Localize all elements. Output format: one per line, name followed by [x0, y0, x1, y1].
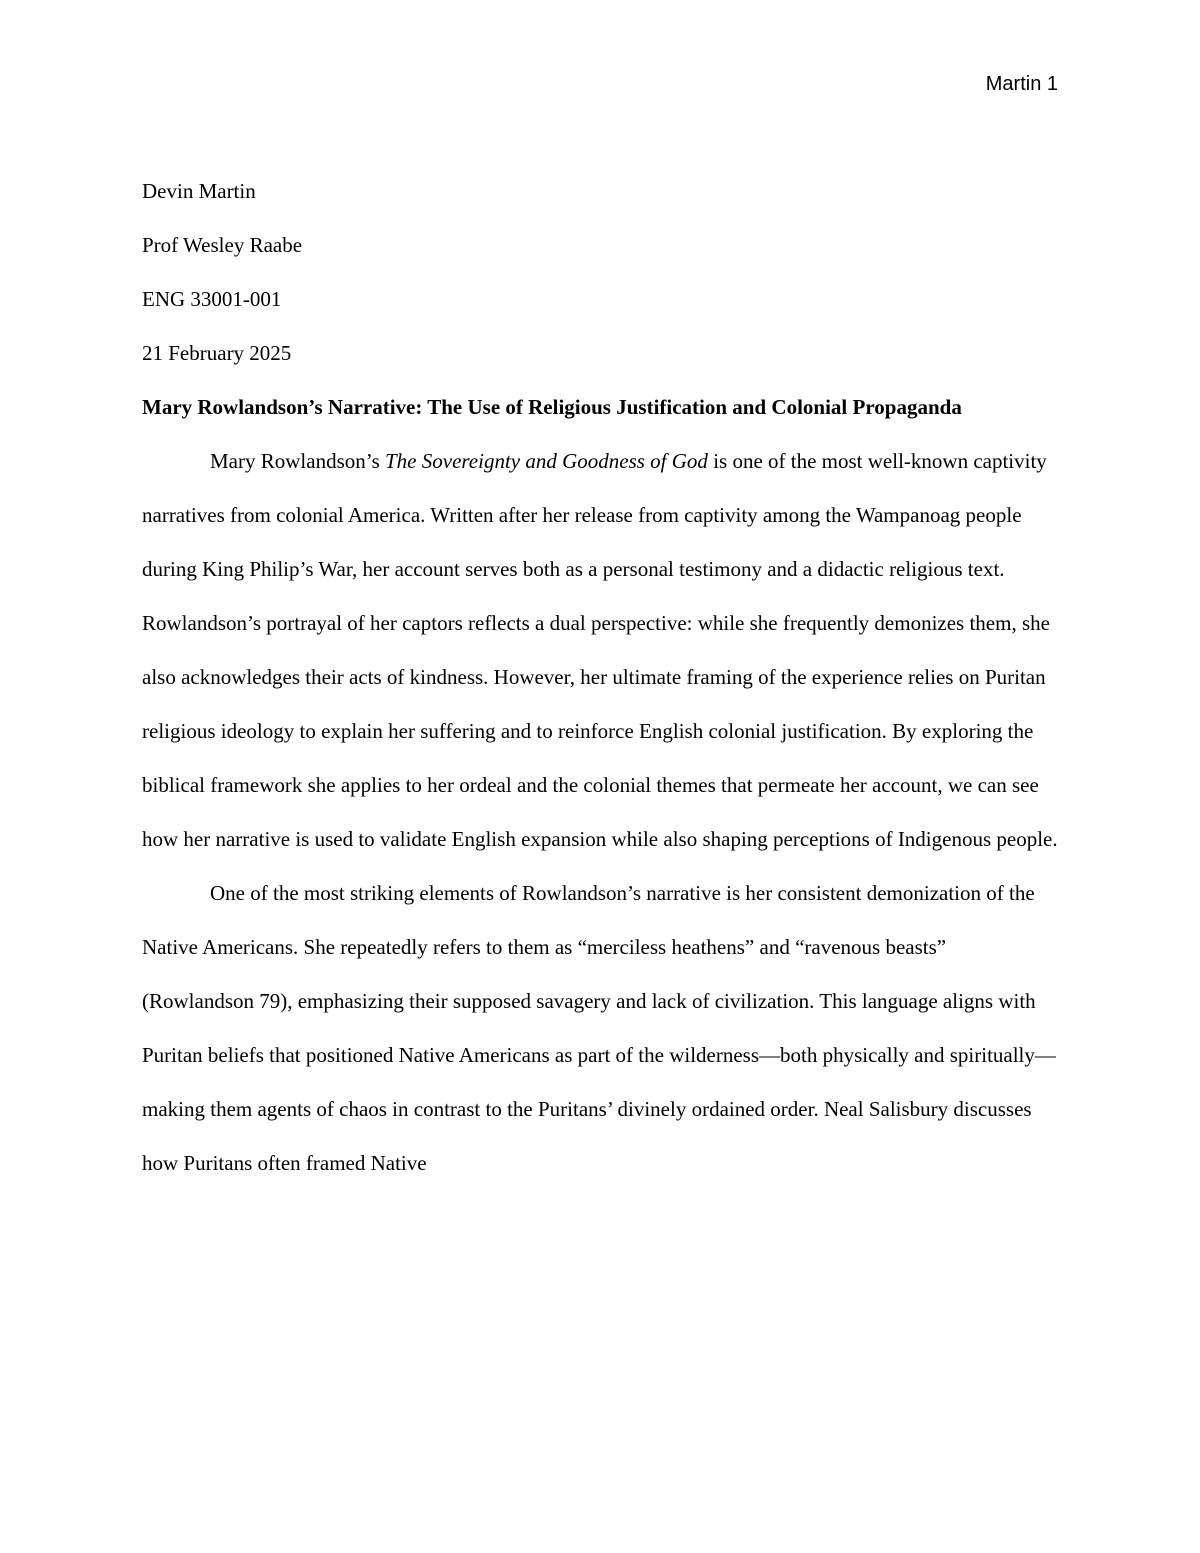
author-name: Devin Martin — [142, 179, 256, 203]
paragraph-1 — [142, 434, 1062, 866]
paper-date: 21 February 2025 — [142, 341, 292, 365]
paragraph-1-rest: is one of the most well-known captivity narratives from colonial America. Written after her release from captivity among the Wampanoag people during King Philip’s War, her account serves both as a personal testimony and a didactic religious text. Rowlandson’s portrayal of her captors reflects a dual perspective: while she frequently demonizes them, she also acknowledges their acts of kindness. However, her ultimate framing of the experience relies on Puritan religious ideology to explain her suffering and to reinforce English colonial justification. By exploring the biblical framework she applies to her ordeal and the colonial themes that permeate her account, we can see how her narrative is used to validate English expansion while also shaping perceptions of Indigenous people. — [142, 449, 1058, 851]
paragraph-1-lead: Mary Rowlandson’s — [210, 449, 385, 473]
instructor-name: Prof Wesley Raabe — [142, 233, 303, 257]
paragraph-2: One of the most striking elements of Rowlandson’s narrative is her consistent demonization of the Native Americans. She repeatedly refers to them as “merciless heathens” and “ravenous beasts” (Rowlandson 79), emphasizing their supposed savagery and lack of civilization. This language aligns with Puritan beliefs that positioned Native Americans as part of the wilderness—both physically and spiritually—making them agents of chaos in contrast to the Puritans’ divinely ordained order. Neal Salisbury discusses how Puritans often framed Native — [142, 881, 1056, 1175]
paper-title: Mary Rowlandson’s Narrative: The Use of Religious Justification and Colonial Propaganda — [142, 395, 962, 419]
document-body — [142, 164, 1062, 1190]
running-head: Martin 1 — [985, 73, 1058, 95]
book-title: The Sovereignty and Goodness of God — [385, 449, 708, 473]
course-code: ENG 33001-001 — [142, 287, 282, 311]
